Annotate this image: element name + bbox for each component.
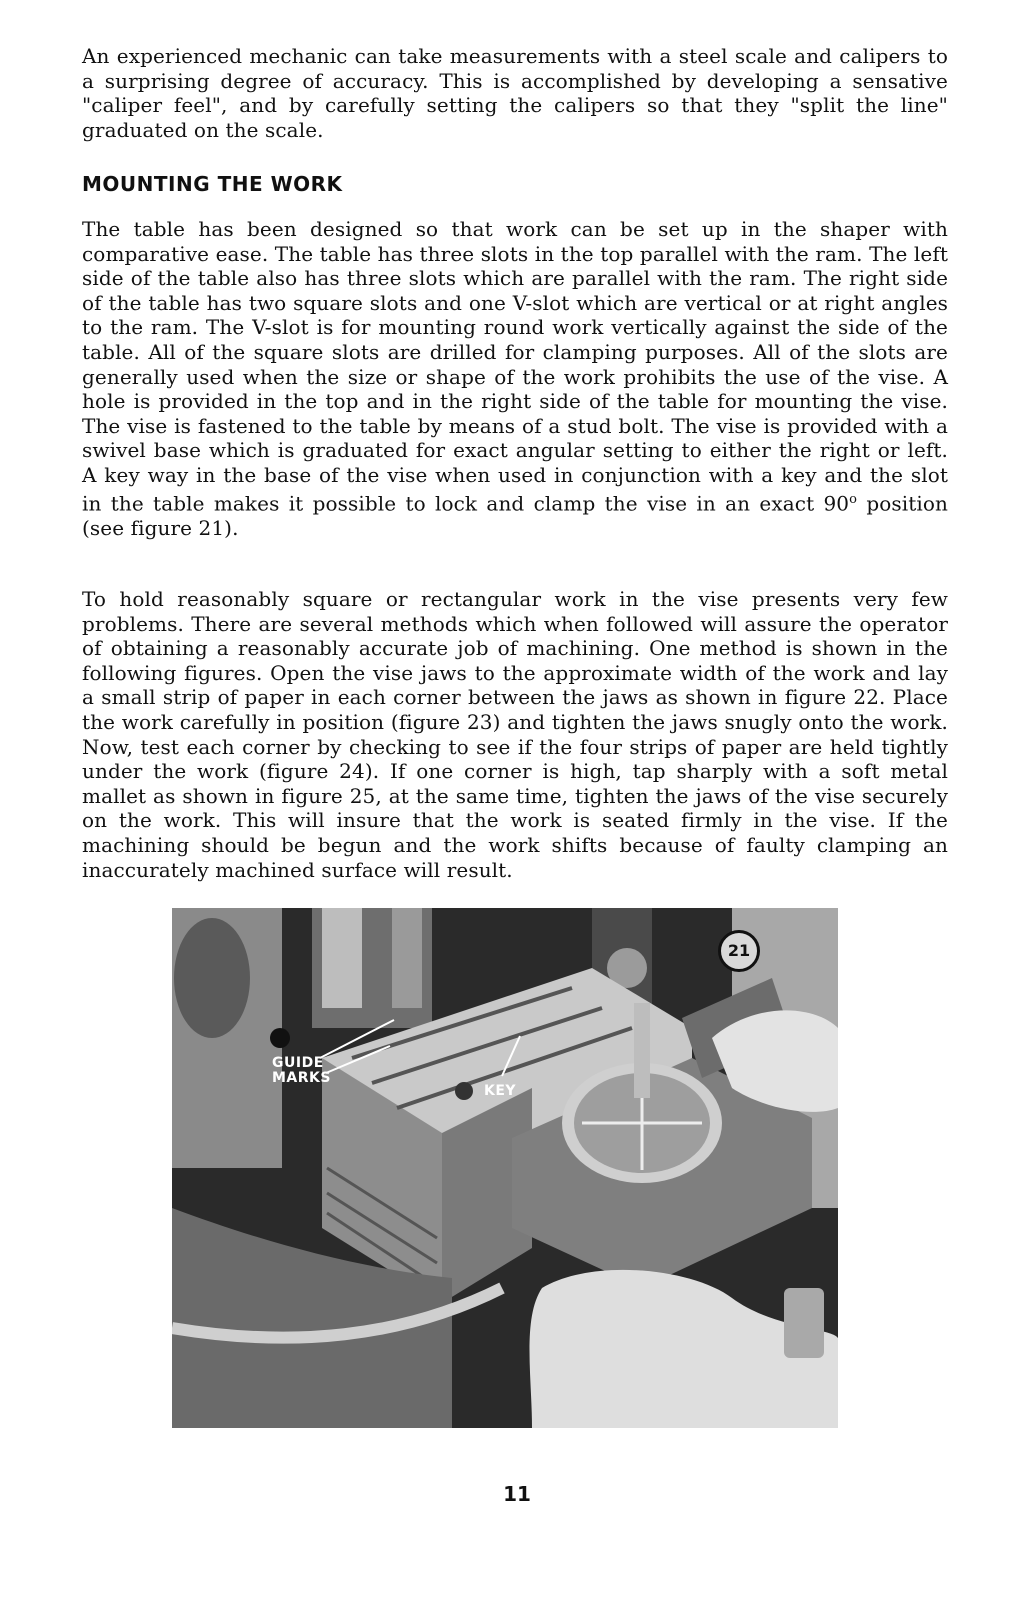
section-heading: MOUNTING THE WORK: [82, 172, 343, 196]
degree-superscript: o: [849, 491, 858, 507]
key-label: KEY: [484, 1083, 517, 1099]
intro-paragraph: An experienced mechanic can take measurements with a steel scale and calipers to a surprising degree of accuracy. This is accomplished by developing a sensative "caliper feel", and by carefully setting the calipers so that they "split the line" graduated on the scale.: [82, 44, 948, 142]
paragraph-2-tail: position (see figure 21).: [82, 491, 948, 540]
shaper-table-illustration: [172, 908, 838, 1428]
figure-number-badge: 21: [718, 930, 760, 972]
guide-marks-label: GUIDE MARKS: [272, 1055, 331, 1086]
table-description-paragraph: [82, 217, 948, 540]
paragraph-2-text: The table has been designed so that work can be set up in the shaper with comparative ease. The table has three slots in the top parallel with the ram. The left side of the table also has three slots which are parallel with the ram. The right side of the table has two square slots and one V-slot which are vertical or at right angles to the ram. The V-slot is for mounting round work vertically against the side of the table. All of the square slots are drilled for clamping purposes. All of the slots are generally used when the size or shape of the work prohibits the use of the vise. A hole is provided in the top and in the right side of the table for mounting the vise. The vise is fastened to the table by means of a stud bolt. The vise is provided with a swivel base which is graduated for exact angular setting to either the right or left. A key way in the base of the vise when used in conjunction with a key and the slot in the table makes it possible to lock and clamp the vise in an exact 90: [82, 217, 948, 516]
vise-paragraph: To hold reasonably square or rectangular work in the vise presents very few problems. There are several methods which when followed will assure the operator of obtaining a reasonably accurate job of machining. One method is shown in the following figures. Open the vise jaws to the approximate width of the work and lay a small strip of paper in each corner between the jaws as shown in figure 22. Place the work carefully in position (figure 23) and tighten the jaws snugly onto the work. Now, test each corner by checking to see if the four strips of paper are held tightly under the work (figure 24). If one corner is high, tap sharply with a soft metal mallet as shown in figure 25, at the same time, tighten the jaws of the vise securely on the work. This will insure that the work is seated firmly in the vise. If the machining should be begun and the work shifts because of faulty clamping an inaccurately machined surface will result.: [82, 587, 948, 882]
page-number: 11: [503, 1482, 531, 1506]
figure-21-photo: [172, 908, 838, 1428]
